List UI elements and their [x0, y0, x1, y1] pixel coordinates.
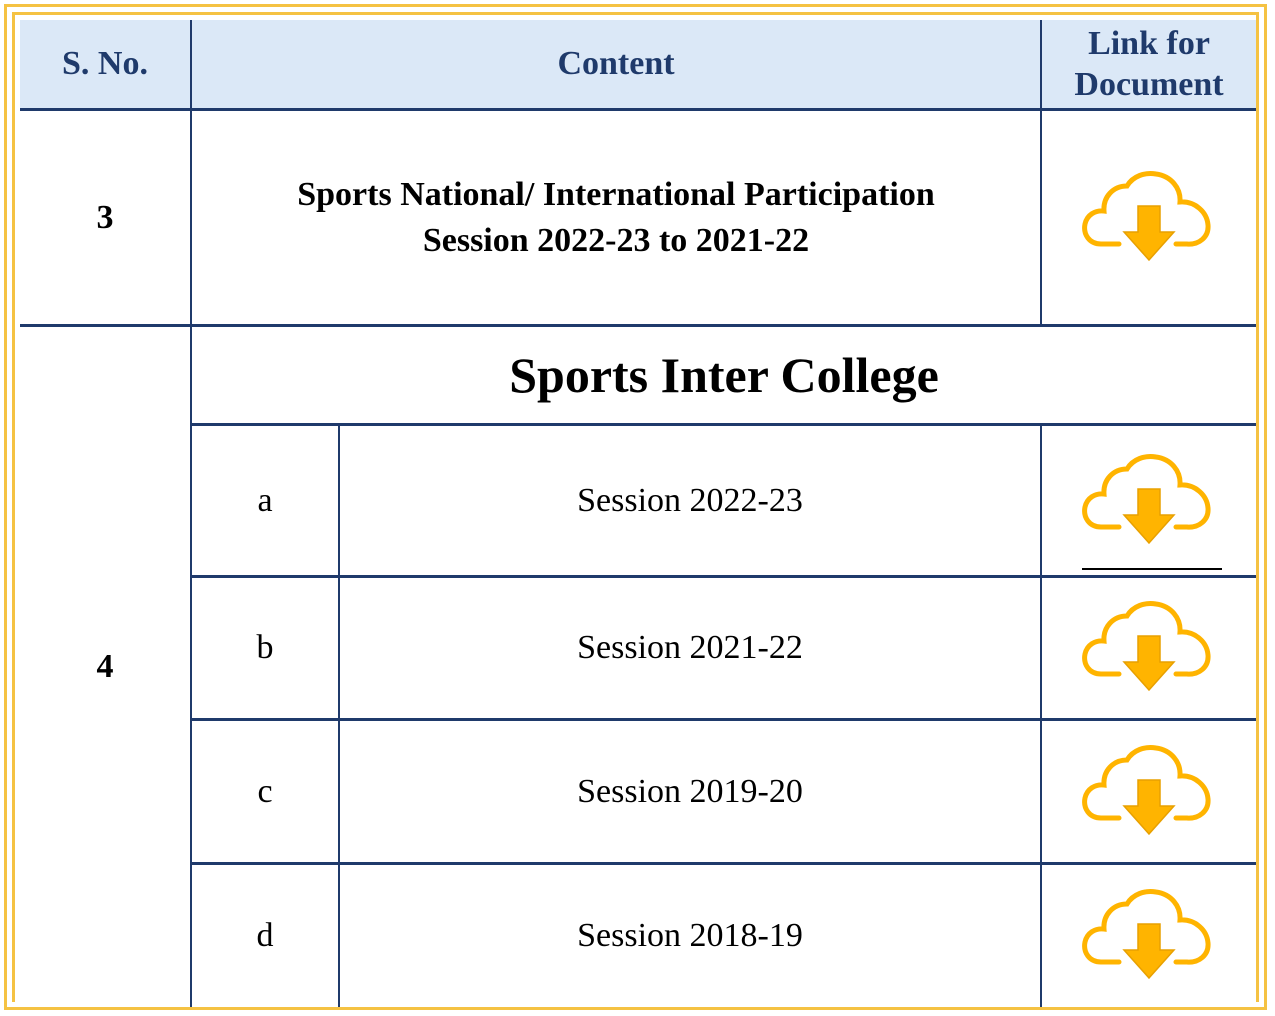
- item-c-letter: c: [257, 772, 273, 810]
- link-underline: [1082, 568, 1222, 570]
- row3-content: Sports National/ International Participation Session 2022-23 to 2021-22: [297, 175, 935, 259]
- row4-title: Sports Inter College: [509, 347, 939, 403]
- row3-download-link[interactable]: [1042, 111, 1256, 324]
- grid-line: [20, 324, 1256, 327]
- row4-sno: 4: [96, 648, 114, 686]
- grid-line: [1040, 426, 1042, 1007]
- grid-line: [190, 20, 192, 1007]
- header-link: Link for Document: [1042, 20, 1256, 108]
- item-b-letter: b: [256, 629, 274, 666]
- item-d-download-link[interactable]: [1042, 865, 1256, 1007]
- header-content: Content: [192, 20, 1040, 108]
- item-a-download-link[interactable]: [1042, 426, 1256, 575]
- item-c-download-link[interactable]: [1042, 721, 1256, 862]
- header-sno: S. No.: [20, 20, 190, 108]
- item-d-letter: d: [256, 917, 274, 954]
- item-b-download-link[interactable]: [1042, 578, 1256, 718]
- cloud-download-icon: [1079, 886, 1219, 986]
- grid-line: [192, 423, 1256, 426]
- grid-line: [192, 862, 1256, 865]
- item-d-label: Session 2018-19: [577, 917, 803, 954]
- cloud-download-icon: [1079, 451, 1219, 551]
- grid-line: [1040, 20, 1042, 324]
- cloud-download-icon: [1079, 168, 1219, 268]
- cloud-download-icon: [1079, 742, 1219, 842]
- item-a-label: Session 2022-23: [577, 481, 803, 519]
- item-b-label: Session 2021-22: [577, 629, 803, 666]
- grid-line: [338, 426, 340, 1007]
- grid-line: [192, 575, 1256, 578]
- grid-line: [20, 108, 1256, 111]
- item-c-label: Session 2019-20: [577, 772, 803, 810]
- item-a-letter: a: [257, 481, 273, 519]
- cloud-download-icon: [1079, 598, 1219, 698]
- grid-line: [192, 718, 1256, 721]
- row3-sno: 3: [96, 198, 114, 236]
